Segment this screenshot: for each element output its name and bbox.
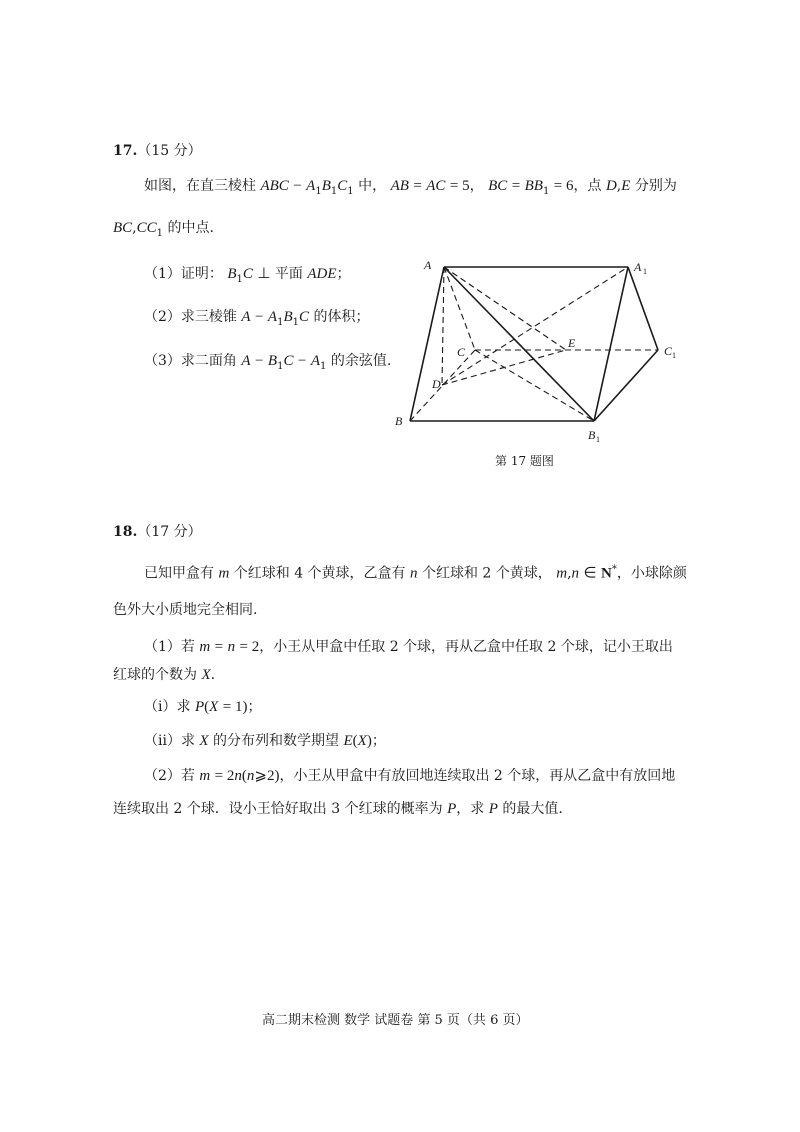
q18-part2-line2: 连续取出 2 个球．设小王恰好取出 3 个红球的概率为 P，求 P 的最大值. xyxy=(113,801,563,817)
q17-intro-line2: $BC,CC_1$ 的中点. xyxy=(113,220,214,239)
label-D: D xyxy=(432,377,441,391)
prism-figure xyxy=(390,255,690,455)
q17-part3: （3）求二面角 $A - B_1C - A_1$ 的余弦值. xyxy=(144,353,392,372)
q18-part1-line1: （1）若 m = n = 2，小王从甲盒中任取 2 个球，再从乙盒中任取 2 个球，记小王取出 xyxy=(144,639,673,655)
label-C1-sub: 1 xyxy=(672,351,676,360)
label-A: A xyxy=(424,258,432,272)
label-B1: B xyxy=(588,428,596,442)
label-A1: A xyxy=(634,260,642,274)
label-A1-sub: 1 xyxy=(643,267,647,276)
q18-intro-line2: 色外大小质地完全相同. xyxy=(113,602,258,618)
label-E: E xyxy=(568,336,576,350)
q17-part2: （2）求三棱锥 $A - A_1B_1C$ 的体积； xyxy=(144,309,370,328)
dashed-edges xyxy=(410,267,658,421)
label-C1: C xyxy=(664,344,673,358)
q18-part1-line2: 红球的个数为 X. xyxy=(113,667,216,683)
q18-number: 18.（17 分） xyxy=(113,524,202,540)
q17-part1: （1）证明： $B_1C$ ⊥ 平面 ADE； xyxy=(144,266,351,285)
label-B1-sub: 1 xyxy=(596,435,600,444)
figure-caption: 第 17 题图 xyxy=(495,454,554,468)
q17-number: 17.（15 分） xyxy=(113,143,202,159)
label-C: C xyxy=(457,345,466,359)
q18-part1-i: （i）求 P(X = 1)； xyxy=(144,699,262,715)
q18-intro-line1: 已知甲盒有 m 个红球和 4 个黄球，乙盒有 n 个红球和 2 个黄球， m,n ∈ N*，小球除颜 xyxy=(144,564,687,582)
page-footer: 高二期末检测 数学 试题卷 第 5 页（共 6 页） xyxy=(262,1013,529,1028)
q18-part1-ii: （ii）求 X 的分布列和数学期望 E(X)； xyxy=(144,733,386,749)
q18-part2-line1: （2）若 m = 2n(n⩾2)，小王从甲盒中有放回地连续取出 2 个球，再从乙盒中有放回地 xyxy=(144,768,676,784)
label-B: B xyxy=(395,414,403,428)
q17-intro-line1: 如图，在直三棱柱 ABC − $A_1B_1C_1$ 中， AB = AC = 5， BC = $BB_1 = 6$，点 D,E 分别为 xyxy=(144,178,677,197)
solid-edges xyxy=(410,267,658,421)
